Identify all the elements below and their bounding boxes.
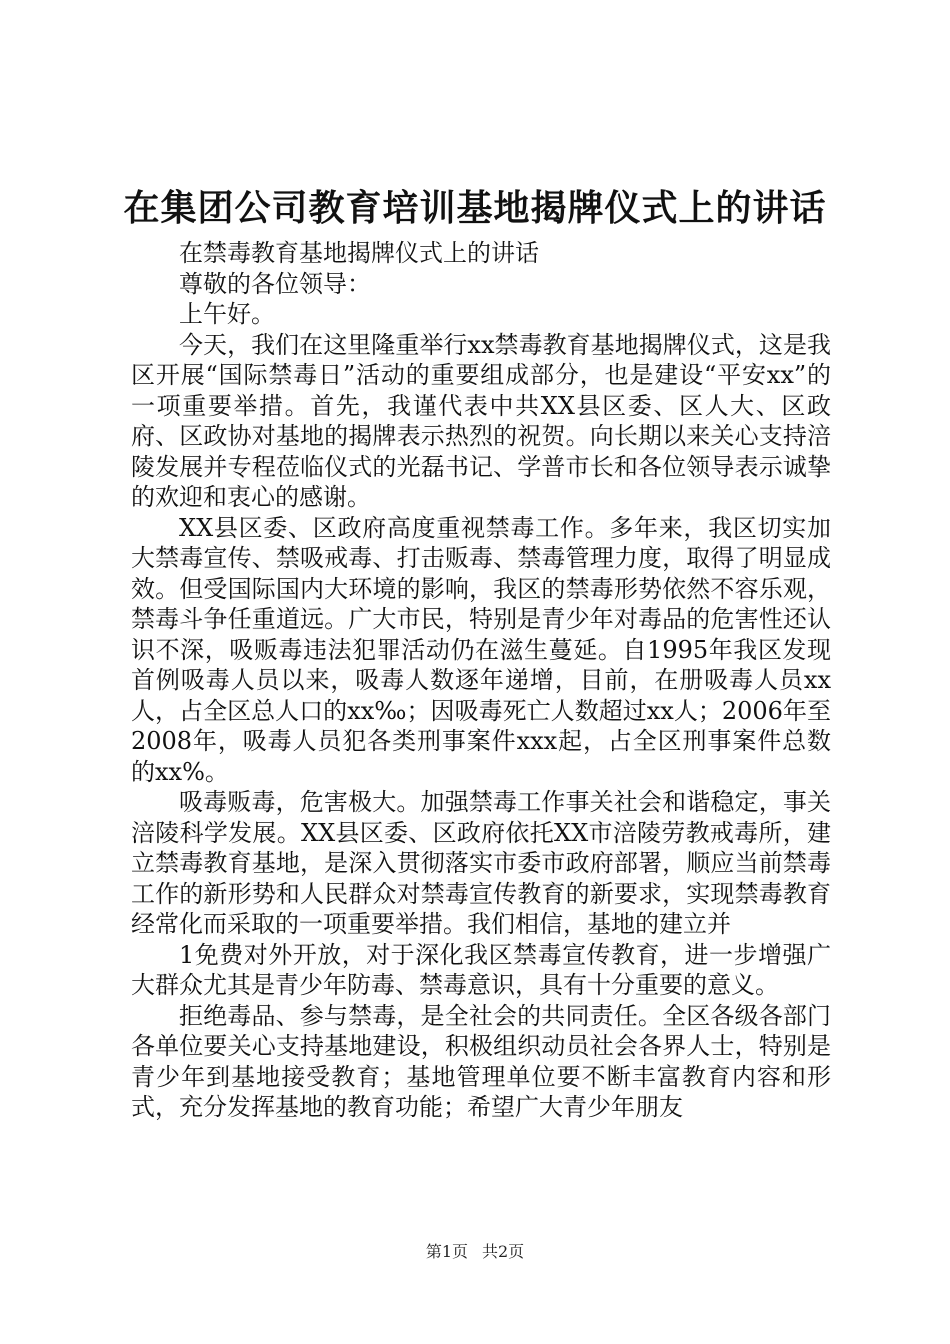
paragraph-significance: 吸毒贩毒，危害极大。加强禁毒工作事关社会和谐稳定，事关涪陵科学发展。XX县区委、区政府依托XX市涪陵劳教戒毒所，建立禁毒教育基地，是深入贯彻落实市委市政府部署，顺应当前禁毒工作的新形势和人民群众对禁毒宣传教育的新要求，实现禁毒教育经常化而采取的一项重要举措。我们相信，基地的建立并 (131, 788, 831, 938)
paragraph-call-to-action: 拒绝毒品、参与禁毒，是全社会的共同责任。全区各级各部门各单位要关心支持基地建设，积极组织动员社会各界人士，特别是青少年到基地接受教育；基地管理单位要不断丰富教育内容和形式，充分发挥基地的教育功能；希望广大青少年朋友 (131, 1001, 831, 1121)
paragraph-subtitle: 在禁毒教育基地揭牌仪式上的讲话 (179, 239, 539, 267)
page-footer (0, 1241, 950, 1263)
page-number: 第1页 (425, 1242, 468, 1261)
paragraph-salutation: 尊敬的各位领导： (179, 269, 371, 298)
paragraph-continuation: 1免费对外开放，对于深化我区禁毒宣传教育，进一步增强广大群众尤其是青少年防毒、禁毒意识，具有十分重要的意义。 (131, 940, 831, 999)
paragraph-opening: 今天，我们在这里隆重举行xx禁毒教育基地揭牌仪式，这是我区开展“国际禁毒日”活动的重要组成部分，也是建设“平安xx”的一项重要举措。首先，我谨代表中共XX县区委、区人大、区政府、区政协对基地的揭牌表示热烈的祝贺。向长期以来关心支持涪陵发展并专程莅临仪式的光磊书记、学普市长和各位领导表示诚挚的欢迎和衷心的感谢。 (131, 330, 831, 511)
paragraph-greeting: 上午好。 (179, 300, 275, 328)
document-body (131, 238, 831, 1123)
document-title: 在集团公司教育培训基地揭牌仪式上的讲话 (123, 188, 827, 229)
page-total: 共2页 (482, 1242, 525, 1261)
paragraph-situation: XX县区委、区政府高度重视禁毒工作。多年来，我区切实加大禁毒宣传、禁吸戒毒、打击贩毒、禁毒管理力度，取得了明显成效。但受国际国内大环境的影响，我区的禁毒形势依然不容乐观，禁毒斗争任重道远。广大市民，特别是青少年对毒品的危害性还认识不深，吸贩毒违法犯罪活动仍在滋生蔓延。自1995年我区发现首例吸毒人员以来，吸毒人数逐年递增，目前，在册吸毒人员xx人，占全区总人口的xx‰；因吸毒死亡人数超过xx人；2006年至2008年，吸毒人员犯各类刑事案件xxx起，占全区刑事案件总数的xx%。 (131, 513, 831, 786)
